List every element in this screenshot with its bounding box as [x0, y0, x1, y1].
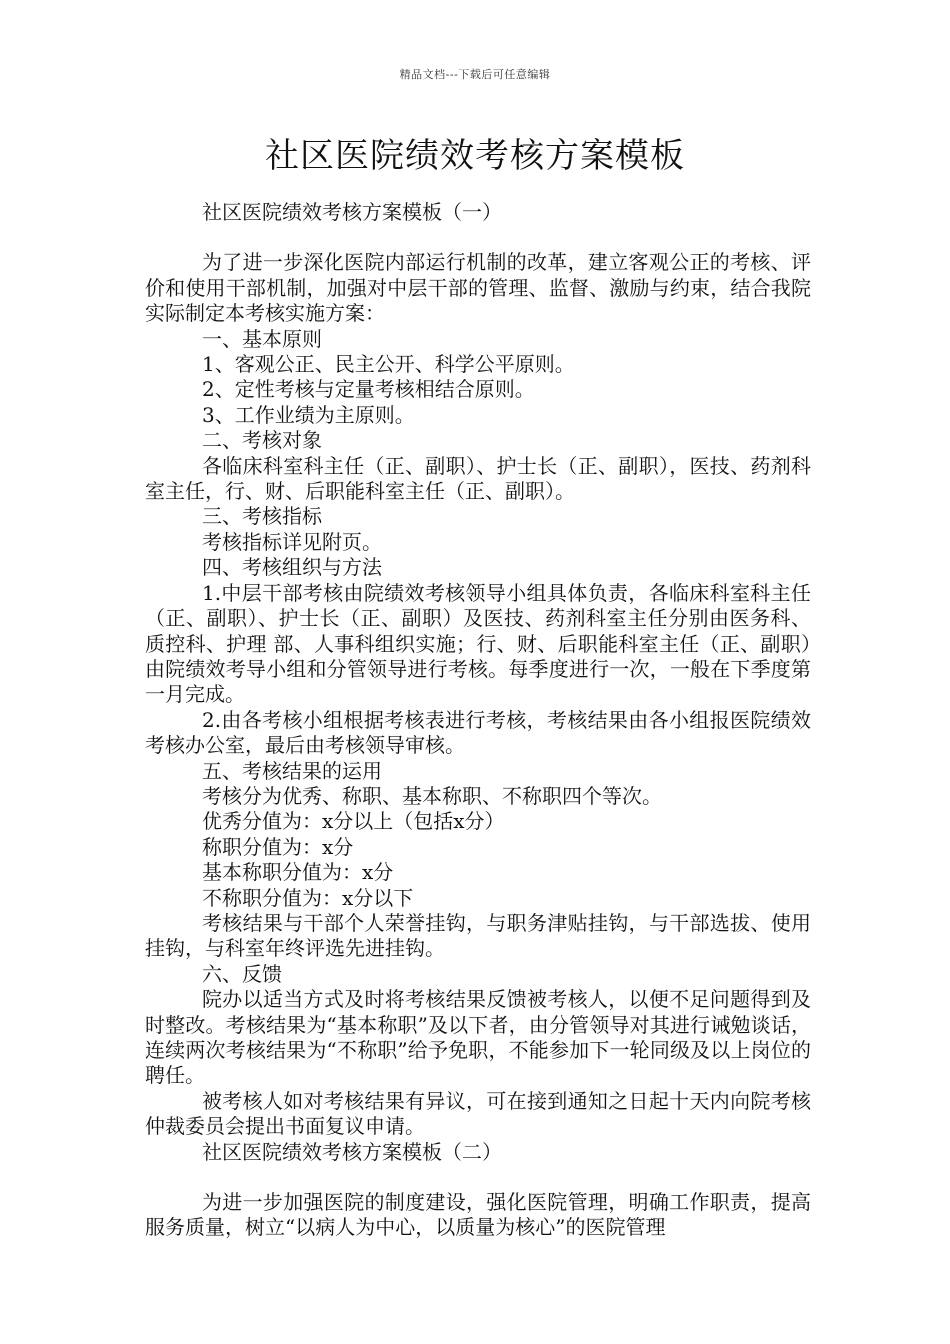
- appeal-paragraph: 被考核人如对考核结果有异议，可在接到通知之日起十天内向院考核仲裁委员会提出书面复议申请。: [145, 1088, 811, 1139]
- header-note: 精品文档---下载后可任意编辑: [399, 68, 551, 81]
- document-body: [145, 200, 811, 1241]
- subtitle-two: 社区医院绩效考核方案模板（二）: [202, 1139, 502, 1164]
- section-heading-principles: 一、基本原则: [202, 326, 322, 351]
- principle-item: 1、客观公正、民主公开、科学公平原则。: [202, 352, 575, 377]
- section-heading-results: 五、考核结果的运用: [202, 758, 382, 783]
- organization-item: 1.中层干部考核由院绩效考核领导小组具体负责，各临床科室科主任（正、副职）、护士长（正、副职）及医技、药剂科室主任分别由医务科、质控科、护理 部、人事科组织实施；行、财、后职能科室主任（正、副职）由院绩效考导小组和分管领导进行考核。每季度进行一次，一般在下季度第一月完成。: [145, 580, 811, 707]
- score-line: 基本称职分值为：x分: [202, 860, 394, 885]
- section-heading-indicators: 三、考核指标: [202, 504, 322, 529]
- section-heading-organization: 四、考核组织与方法: [202, 555, 382, 580]
- subtitle-one: 社区医院绩效考核方案模板（一）: [202, 200, 502, 224]
- score-line: 称职分值为：x分: [202, 834, 354, 859]
- results-paragraph: 考核分为优秀、称职、基本称职、不称职四个等次。: [202, 783, 662, 808]
- score-line: 不称职分值为：x分以下: [202, 885, 414, 910]
- targets-paragraph: 各临床科室科主任（正、副职）、护士长（正、副职），医技、药剂科室主任，行、财、后职能科室主任（正、副职）。: [145, 453, 811, 504]
- principle-item: 2、定性考核与定量考核相结合原则。: [202, 377, 535, 402]
- organization-item: 2.由各考核小组根据考核表进行考核，考核结果由各小组报医院绩效考核办公室，最后由考核领导审核。: [145, 707, 811, 758]
- results-usage-paragraph: 考核结果与干部个人荣誉挂钩，与职务津贴挂钩，与干部选拔、使用挂钩，与科室年终评选先进挂钩。: [145, 910, 811, 961]
- section-heading-targets: 二、考核对象: [202, 428, 322, 453]
- score-line: 优秀分值为：x分以上（包括x分）: [202, 809, 505, 834]
- feedback-paragraph: 院办以适当方式及时将考核结果反馈被考核人，以便不足问题得到及时整改。考核结果为“基本称职”及以下者，由分管领导对其进行诫勉谈话，连续两次考核结果为“不称职”给予免职，不能参加下一轮同级及以上岗位的聘任。: [145, 987, 811, 1088]
- indicators-paragraph: 考核指标详见附页。: [202, 529, 382, 554]
- principle-item: 3、工作业绩为主原则。: [202, 402, 415, 427]
- second-intro-paragraph: 为进一步加强医院的制度建设，强化医院管理，明确工作职责，提高服务质量，树立“以病人为中心，以质量为核心”的医院管理: [145, 1190, 811, 1240]
- document-title: 社区医院绩效考核方案模板: [265, 136, 685, 176]
- intro-paragraph: 为了进一步深化医院内部运行机制的改革，建立客观公正的考核、评价和使用干部机制，加强对中层干部的管理、监督、激励与约束，结合我院实际制定本考核实施方案：: [145, 250, 811, 326]
- section-heading-feedback: 六、反馈: [202, 961, 282, 986]
